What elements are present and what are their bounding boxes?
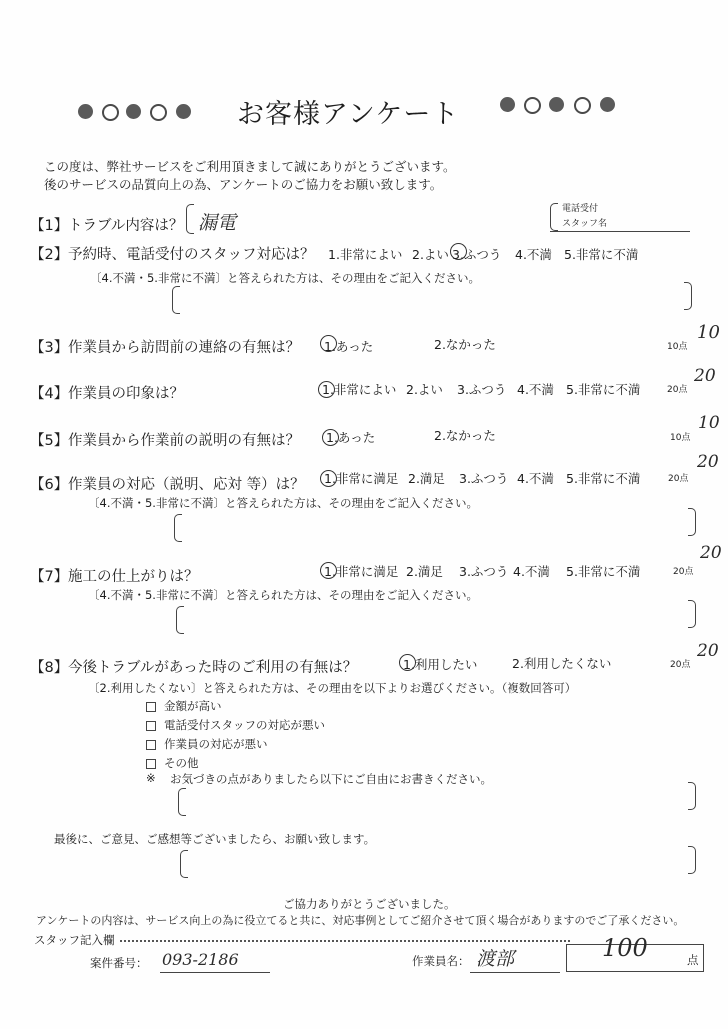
checkbox-icon[interactable]	[146, 740, 156, 750]
q8-note-text: お気づきの点がありましたら以下にご自由にお書きください。	[170, 772, 492, 786]
total-score-unit: 点	[687, 953, 699, 967]
q8-reason-prompt: 〔2.利用したくない〕と答えられた方は、その理由を以下よりお選びください。（複数回答可）	[88, 681, 577, 695]
q6-question: 作業員の対応（説明、応対 等）は？	[68, 477, 305, 493]
q2-option-4[interactable]: 4.不満	[515, 247, 552, 262]
q6-reason-bracket-left[interactable]	[174, 514, 182, 542]
q2-option-2[interactable]: 2.よい	[412, 247, 449, 262]
staff-section-label: スタッフ記入欄	[34, 933, 115, 947]
staff-section-dotted-line	[120, 940, 570, 942]
total-score-handwritten: 100	[602, 934, 648, 962]
q7-score-handwritten: 20	[700, 543, 722, 563]
q2-option-3[interactable]: 3.ふつう	[452, 247, 502, 262]
q7-reason-prompt: 〔4.不満・5.非常に不満〕と答えられた方は、その理由をご記入ください。	[88, 588, 478, 602]
q8-number: 【8】	[30, 660, 69, 676]
q6-points-label: 20点	[668, 474, 689, 484]
q4-option-2[interactable]: 2.よい	[406, 382, 443, 397]
worker-name-underline	[470, 972, 560, 973]
closing-request: 最後に、ご意見、ご感想等ございましたら、お願い致します。	[54, 832, 376, 846]
title-dot-open-4	[574, 97, 591, 114]
q2-reason-bracket-right	[684, 282, 692, 310]
title-dot-filled-1	[78, 104, 93, 119]
checklist-label-1: 金額が高い	[164, 699, 222, 713]
q4-option-3[interactable]: 3.ふつう	[457, 382, 507, 397]
q2-question: 予約時、電話受付のスタッフ対応は？	[68, 247, 315, 263]
q6-reason-prompt: 〔4.不満・5.非常に不満〕と答えられた方は、その理由をご記入ください。	[88, 496, 478, 510]
title-dot-filled-4	[500, 97, 515, 112]
q6-reason-bracket-right	[688, 508, 696, 536]
q7-question: 施工の仕上がりは？	[68, 569, 199, 585]
q2-reason-prompt: 〔4.不満・5.非常に不満〕と答えられた方は、その理由をご記入ください。	[90, 271, 480, 285]
q6-option-3[interactable]: 3.ふつう	[459, 471, 509, 486]
q7-number: 【7】	[30, 569, 69, 585]
title-dot-open-1	[102, 104, 119, 121]
title-dot-open-3	[524, 97, 541, 114]
q8-checklist-item-2[interactable]	[146, 717, 325, 733]
title-dot-filled-6	[600, 97, 615, 112]
q8-points-label: 20点	[670, 660, 691, 670]
q4-question: 作業員の印象は？	[68, 386, 184, 402]
checkbox-icon[interactable]	[146, 721, 156, 731]
q5-option-1[interactable]: 1.あった	[326, 430, 376, 445]
title-dot-filled-5	[549, 97, 564, 112]
q4-option-1[interactable]: 1.非常によい	[322, 382, 397, 397]
q7-option-3[interactable]: 3.ふつう	[459, 564, 509, 579]
intro-line-2: 後のサービスの品質向上の為、アンケートのご協力をお願い致します。	[44, 177, 443, 192]
q5-option-2[interactable]: 2.なかった	[434, 428, 496, 443]
q5-score-handwritten: 10	[698, 413, 720, 433]
q3-option-1[interactable]: 1.あった	[324, 339, 374, 354]
checklist-label-4: その他	[164, 756, 199, 770]
q1-answer-handwritten: 漏電	[198, 212, 237, 234]
staff-name-label: スタッフ名	[562, 219, 608, 229]
q8-note-bracket-right	[688, 782, 696, 810]
case-number-handwritten: 093-2186	[162, 950, 239, 969]
q4-option-4[interactable]: 4.不満	[517, 382, 554, 397]
q3-question: 作業員から訪問前の連絡の有無は？	[68, 340, 300, 356]
page-title: お客様アンケート	[237, 99, 460, 130]
q8-note-mark: ※	[146, 771, 156, 785]
phone-reception-label: 電話受付	[562, 204, 599, 214]
staff-name-underline	[550, 231, 690, 232]
q4-score-handwritten: 20	[694, 366, 716, 386]
q6-score-handwritten: 20	[697, 452, 719, 472]
q5-points-label: 10点	[670, 433, 691, 443]
q6-number: 【6】	[30, 477, 69, 493]
q3-score-handwritten: 10	[697, 322, 720, 343]
q8-checklist-item-3[interactable]	[146, 736, 268, 752]
checkbox-icon[interactable]	[146, 759, 156, 769]
q8-checklist-item-4[interactable]	[146, 755, 199, 771]
q2-option-1[interactable]: 1.非常によい	[328, 247, 403, 262]
q8-option-2[interactable]: 2.利用したくない	[512, 656, 612, 671]
q3-number: 【3】	[30, 340, 69, 356]
q8-score-handwritten: 20	[697, 641, 719, 661]
q6-option-5[interactable]: 5.非常に不満	[566, 471, 641, 486]
comment-bracket-right	[688, 846, 696, 874]
checklist-label-2: 電話受付スタッフの対応が悪い	[164, 718, 325, 732]
q2-reason-bracket-left[interactable]	[172, 286, 180, 314]
case-number-label: 案件番号：	[90, 956, 148, 970]
checklist-label-3: 作業員の対応が悪い	[164, 737, 268, 751]
q3-points-label: 10点	[667, 342, 688, 352]
q7-option-1[interactable]: 1.非常に満足	[324, 564, 399, 579]
q8-checklist-item-1[interactable]	[146, 698, 222, 714]
usage-disclaimer: アンケートの内容は、サービス向上の為に役立てると共に、対応事例としてご紹介させて頂く場合がありますのでご了承ください。	[36, 914, 685, 927]
q7-option-5[interactable]: 5.非常に不満	[566, 564, 641, 579]
q8-option-1[interactable]: 1.利用したい	[403, 657, 478, 672]
q6-option-4[interactable]: 4.不満	[517, 471, 554, 486]
q7-option-2[interactable]: 2.満足	[406, 564, 443, 579]
q4-option-5[interactable]: 5.非常に不満	[566, 382, 641, 397]
q6-option-2[interactable]: 2.満足	[408, 471, 445, 486]
q6-option-1[interactable]: 1.非常に満足	[324, 471, 399, 486]
q7-option-4[interactable]: 4.不満	[513, 564, 550, 579]
q2-option-5[interactable]: 5.非常に不満	[564, 247, 639, 262]
q1-answer-bracket	[186, 204, 194, 234]
q8-question: 今後トラブルがあった時のご利用の有無は？	[68, 660, 358, 676]
q4-number: 【4】	[30, 386, 69, 402]
q2-number: 【2】	[30, 247, 69, 263]
comment-bracket-left[interactable]	[180, 850, 188, 878]
case-number-underline	[160, 972, 270, 973]
q7-reason-bracket-left[interactable]	[176, 606, 184, 634]
q3-option-2[interactable]: 2.なかった	[434, 337, 496, 352]
worker-name-label: 作業員名：	[412, 954, 470, 968]
staff-name-bracket	[550, 203, 558, 231]
q1-number: 【1】	[30, 218, 69, 234]
title-dot-filled-3	[176, 104, 191, 119]
q5-question: 作業員から作業前の説明の有無は？	[68, 433, 300, 449]
q7-reason-bracket-right	[688, 600, 696, 628]
q7-points-label: 20点	[673, 567, 694, 577]
q8-note-bracket-left[interactable]	[178, 788, 186, 816]
intro-line-1: この度は、弊社サービスをご利用頂きまして誠にありがとうございます。	[44, 159, 456, 174]
thanks-message: ご協力ありがとうございました。	[283, 897, 456, 911]
title-dot-filled-2	[126, 104, 141, 119]
checkbox-icon[interactable]	[146, 702, 156, 712]
q1-question: トラブル内容は？	[68, 218, 184, 234]
title-dot-open-2	[150, 104, 167, 121]
q4-points-label: 20点	[667, 385, 688, 395]
worker-name-handwritten: 渡部	[476, 948, 515, 970]
q5-number: 【5】	[30, 433, 69, 449]
